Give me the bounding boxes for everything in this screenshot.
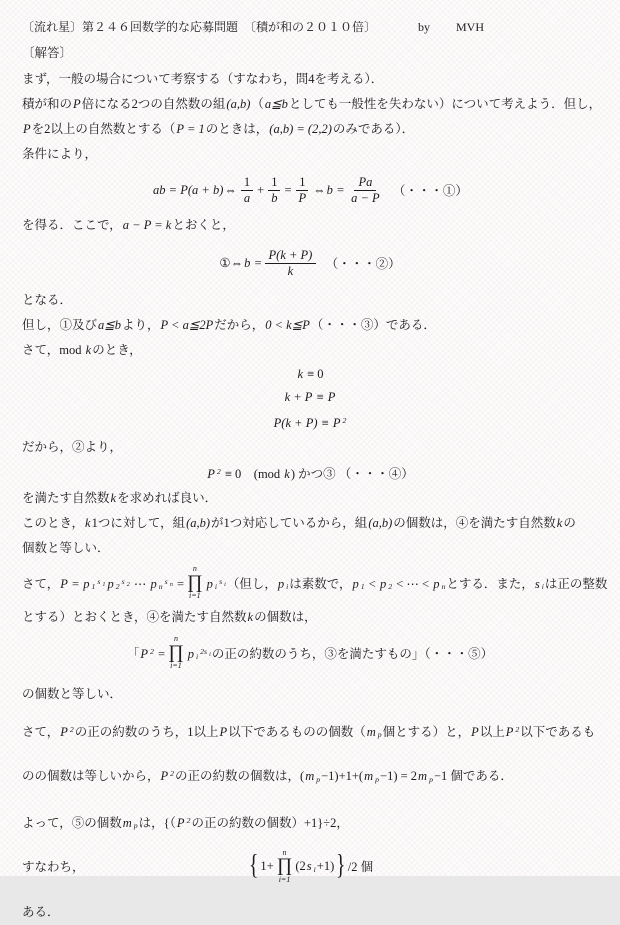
text-segment: の正の約数の個数）+1}÷2，: [191, 815, 349, 830]
text-segment: P: [176, 815, 185, 830]
text-segment: （: [251, 97, 264, 111]
product-lower-limit: i=1: [170, 660, 182, 670]
text-segment: 1: [271, 174, 278, 189]
text-segment: さて，: [22, 724, 60, 739]
paragraph-dakara: [22, 435, 598, 460]
text-segment: p: [433, 576, 440, 591]
text-segment: (a,b) = (2,2): [269, 122, 332, 136]
text-segment: P: [471, 724, 479, 739]
paragraph-prime-factorization: [22, 561, 608, 605]
formula-4: [22, 460, 598, 486]
paragraph-correspondence-line2: [22, 536, 598, 561]
text-segment: （・・・②）: [319, 257, 401, 271]
fraction-1-over-a: [240, 175, 254, 206]
fraction-1-over-b: [267, 175, 281, 206]
text-segment: s: [534, 576, 540, 591]
final-formula-row: [22, 842, 598, 890]
text-segment: p: [133, 821, 138, 831]
text-segment: P: [60, 724, 68, 739]
product-lower-limit: i=1: [278, 874, 291, 884]
text-segment: a≦b: [98, 318, 121, 332]
paragraph-divisors-line1: [22, 717, 598, 748]
text-segment: より，: [122, 318, 160, 332]
text-segment: i: [286, 582, 289, 592]
text-segment: a − P: [351, 190, 380, 205]
text-segment: は，{（: [138, 815, 176, 830]
text-segment: 以下であるものの個数（: [228, 724, 366, 739]
formula-5-post: [187, 644, 493, 662]
formula-5-pre: [127, 644, 165, 662]
text-segment: すなわち，: [22, 860, 85, 875]
text-segment: としても一般性を失わない）について考えよう．但し，: [288, 97, 602, 111]
text-segment: ≡: [313, 390, 327, 404]
text-segment: 1: [102, 581, 106, 588]
text-segment: 2: [115, 582, 120, 592]
text-segment: P: [298, 190, 307, 205]
text-segment: は素数で，: [289, 576, 352, 591]
text-segment: 1: [91, 582, 96, 592]
prime-factorization-post: [206, 574, 608, 592]
text-segment: s: [219, 576, 223, 586]
operator-plus: [257, 183, 264, 198]
text-segment: P(k + P): [273, 415, 318, 430]
product-upper-limit: n: [192, 563, 197, 573]
text-segment: /2 個: [347, 860, 374, 875]
text-segment: m: [366, 724, 376, 739]
text-segment: −1)+1+(: [321, 769, 364, 784]
product-symbol: [187, 565, 203, 601]
text-segment: =: [251, 256, 262, 270]
text-segment: のの個数は等しいから，: [22, 769, 160, 784]
text-segment: 以下であるも: [520, 724, 596, 739]
paragraph-substitution: [22, 213, 598, 238]
left-brace: {: [248, 850, 259, 882]
paragraph-divisors-line2: [22, 761, 598, 792]
text-segment: 2: [216, 466, 221, 476]
formula-1: [22, 167, 598, 213]
pi-product-icon: ∏: [276, 855, 293, 877]
text-segment: とする．また，: [446, 576, 534, 591]
text-segment: p: [316, 774, 321, 784]
text-segment: b: [271, 190, 278, 205]
text-segment: k: [110, 490, 117, 505]
document-title: 〔流れ星〕第２４６回数学的な応募問題 〔積が和の２０１０倍〕: [22, 20, 377, 34]
paragraph-range-k: [22, 313, 598, 338]
text-segment: p: [150, 576, 157, 591]
paragraph-sunawachi: [22, 857, 85, 875]
text-segment: =: [333, 182, 345, 197]
text-segment: (2: [295, 858, 306, 873]
text-segment: P: [327, 390, 336, 404]
formula-2-tag: [319, 254, 400, 272]
text-segment: p: [206, 576, 213, 591]
text-segment: s: [121, 576, 125, 586]
text-segment: を2以上の自然数とする（: [31, 122, 176, 136]
text-segment: (a,b): [226, 97, 251, 111]
text-segment: (a,b): [368, 515, 393, 530]
paragraph-correspondence-line1: [22, 511, 598, 536]
text-segment: k: [287, 263, 294, 278]
product-lower-limit: i=1: [189, 590, 201, 600]
section-label-answer: 〔解答〕: [22, 46, 73, 60]
text-segment: 1: [299, 174, 306, 189]
formula-2-lhs: [219, 255, 261, 271]
text-segment: m: [122, 815, 132, 830]
text-segment: k: [284, 466, 290, 481]
text-segment: k + P: [284, 390, 313, 404]
text-segment: n: [441, 582, 446, 592]
text-segment: 個とする）と，: [382, 724, 471, 739]
text-segment: となる．: [22, 293, 73, 307]
text-segment: Pa: [358, 174, 373, 189]
text-segment: p: [187, 646, 195, 661]
paragraph-find-k: [22, 486, 598, 511]
text-segment: k: [247, 609, 254, 624]
text-segment: k: [556, 515, 563, 530]
text-segment: 但し，①及び: [22, 318, 98, 332]
text-segment: a: [243, 190, 251, 205]
text-segment: 積が和の: [22, 97, 73, 111]
text-segment: P: [160, 769, 169, 784]
text-segment: s: [97, 576, 101, 586]
congruence-3: [22, 409, 598, 435]
text-segment: 個数と等しい．: [22, 540, 110, 555]
text-segment: +: [257, 182, 265, 197]
text-segment: P: [332, 415, 341, 430]
text-segment: −1 個である．: [433, 769, 513, 784]
product-symbol: [168, 635, 184, 671]
text-segment: m: [418, 769, 428, 784]
text-segment: 2: [342, 416, 347, 425]
text-segment: 1+: [260, 858, 274, 873]
text-segment: 0 < k≦P: [265, 318, 310, 332]
text-segment: ≡ 0: [304, 367, 324, 381]
formula-5: [22, 630, 598, 676]
final-formula-pre: [260, 859, 273, 874]
text-segment: k: [85, 515, 91, 530]
text-segment: 2: [388, 582, 393, 592]
prime-factorization-pre: [22, 574, 184, 592]
text-segment: 1: [360, 582, 365, 592]
paragraph-mod-k: [22, 338, 598, 363]
text-segment: mod: [59, 343, 85, 357]
text-segment: 1: [243, 174, 251, 189]
text-segment: まず，一般の場合について考察する（すなわち，問4を考える）．: [22, 72, 384, 86]
text-segment: =: [68, 576, 83, 591]
text-segment: n: [158, 582, 163, 592]
text-segment: 以上: [479, 724, 505, 739]
text-segment: −1) = 2: [380, 769, 418, 784]
text-segment: i: [209, 651, 211, 658]
fraction-1-over-P: [295, 175, 311, 206]
text-segment: p: [379, 576, 387, 591]
text-segment: 倍になる2つの自然数の組: [81, 97, 226, 111]
text-segment: 2: [515, 724, 520, 734]
text-segment: の正の約数のうち，1以上: [74, 724, 219, 739]
text-segment: P: [23, 122, 31, 136]
text-segment: を得る．ここで，: [22, 218, 122, 232]
text-segment: P: [60, 576, 68, 591]
text-segment: ) かつ③ （・・・④）: [290, 466, 414, 481]
text-segment: P < a≦2P: [160, 318, 214, 332]
paragraph-tonaru: [22, 288, 598, 313]
text-segment: の個数は，④を満たす自然数: [393, 515, 556, 530]
product-upper-limit: n: [282, 847, 287, 857]
text-segment: (: [300, 769, 305, 784]
text-segment: の個数は，: [254, 609, 317, 624]
product-symbol: [277, 849, 293, 885]
congruence-1: [22, 363, 598, 386]
paragraph-equal-count: [22, 682, 598, 707]
text-segment: の個数と等しい．: [22, 686, 123, 701]
paragraph-condition: [22, 142, 598, 167]
pi-product-icon: ∏: [187, 571, 203, 593]
paragraph-intro: [22, 67, 598, 92]
text-segment: の正の約数の個数は，: [175, 769, 301, 784]
text-segment: のときは，: [205, 122, 269, 136]
final-formula-tail: [348, 857, 373, 875]
text-segment: i: [224, 581, 226, 588]
text-segment: ≡: [318, 415, 332, 430]
formula-1-mid: [313, 183, 344, 198]
byline: [418, 14, 484, 40]
text-segment: 2: [170, 769, 175, 779]
final-formula-post: [295, 859, 334, 874]
text-segment: i: [541, 582, 544, 592]
text-segment: ⇔: [313, 182, 326, 197]
text-segment: だから，②より，: [22, 439, 123, 454]
text-segment: p: [107, 576, 114, 591]
text-segment: p: [429, 774, 433, 784]
text-segment: さて，: [22, 576, 60, 591]
text-segment: p: [375, 774, 380, 784]
text-segment: ⇔: [224, 182, 237, 197]
text-segment: 「: [126, 646, 140, 661]
text-segment: =: [154, 646, 166, 661]
text-segment: m: [364, 769, 374, 784]
text-segment: を満たす自然数: [22, 490, 110, 505]
document-header: [22, 14, 598, 40]
text-segment: p: [277, 576, 285, 591]
fraction-Pa-over-a-minus-P: [347, 175, 384, 206]
final-formula: [22, 849, 598, 885]
text-segment: P: [140, 646, 149, 661]
text-segment: ab = P(a + b): [153, 182, 224, 197]
text-segment: P: [505, 724, 514, 739]
text-segment: i: [313, 864, 316, 874]
text-segment: <: [365, 576, 379, 591]
fraction-PkP-over-k: [265, 248, 317, 279]
text-segment: さて，: [22, 343, 60, 357]
text-segment: i: [196, 652, 199, 662]
text-segment: とおくと，: [172, 218, 235, 232]
text-segment: (a,b): [186, 515, 211, 530]
text-segment: 2: [150, 646, 154, 656]
text-segment: は正の整数: [544, 576, 608, 591]
byline-author: MVH: [456, 20, 485, 34]
text-segment: n: [169, 581, 173, 588]
paragraph-setup-line1: [22, 92, 602, 117]
text-segment: P: [73, 97, 81, 111]
text-segment: k: [85, 343, 92, 357]
text-segment: 条件により，: [22, 147, 98, 161]
text-segment: を求めれば良い．: [117, 490, 218, 505]
text-segment: ①⇔: [219, 256, 244, 270]
text-segment: +1): [316, 858, 335, 873]
paragraph-prime-factorization-end: [22, 605, 598, 630]
text-segment: 2s: [200, 646, 208, 656]
text-segment: このとき，: [22, 515, 85, 530]
text-segment: ⋯: [130, 576, 150, 591]
text-segment: p: [352, 576, 359, 591]
text-segment: s: [306, 858, 312, 873]
text-segment: b: [326, 182, 333, 197]
text-segment: 1つに対して，組: [91, 515, 186, 530]
text-segment: ≡ 0 (mod: [221, 466, 284, 481]
text-segment: m: [305, 769, 315, 784]
text-segment: のみである）．: [332, 122, 415, 136]
pi-product-icon: ∏: [168, 641, 184, 663]
text-segment: b: [244, 256, 251, 270]
text-segment: =: [284, 182, 292, 197]
text-segment: 2: [126, 581, 130, 588]
text-segment: 2: [69, 724, 74, 734]
text-segment: （但し，: [226, 576, 277, 591]
text-segment: a − P = k: [122, 218, 172, 232]
text-segment: k: [297, 367, 303, 381]
text-segment: （・・・③）である．: [310, 318, 436, 332]
text-segment: よって，⑤の個数: [22, 815, 122, 830]
formula-2: [22, 238, 598, 288]
text-segment: （・・・①）: [386, 184, 468, 198]
text-segment: ある．: [22, 905, 60, 920]
paragraph-aru: [22, 900, 598, 925]
text-segment: の正の約数のうち，③を満たすもの」（・・・⑤）: [211, 646, 494, 661]
operator-equals: [284, 183, 291, 198]
text-segment: p: [83, 576, 90, 591]
text-segment: i: [214, 582, 218, 592]
text-segment: のとき，: [92, 343, 142, 357]
product-upper-limit: n: [173, 633, 178, 643]
text-segment: P: [207, 466, 215, 481]
formula-1-tag: [387, 181, 468, 199]
text-segment: の: [563, 515, 576, 530]
byline-by: by: [418, 20, 431, 34]
formula-1-lhs: [152, 183, 237, 198]
text-segment: =: [173, 576, 184, 591]
text-segment: が1つ対応しているから，組: [211, 515, 368, 530]
text-segment: P: [219, 724, 228, 739]
text-segment: p: [377, 730, 382, 740]
text-segment: P(k + P): [268, 247, 313, 262]
congruence-2: [22, 386, 598, 409]
text-segment: < ⋯ <: [393, 576, 433, 591]
text-segment: P = 1: [176, 122, 205, 136]
paragraph-yotte: [22, 808, 598, 839]
text-segment: a≦b: [264, 97, 288, 111]
text-segment: s: [164, 576, 168, 586]
text-segment: とする）とおくとき，④を満たす自然数: [22, 609, 247, 624]
paragraph-setup-line2: [22, 117, 598, 142]
right-brace: }: [336, 850, 346, 882]
text-segment: だから，: [214, 318, 265, 332]
text-segment: 2: [186, 815, 191, 825]
